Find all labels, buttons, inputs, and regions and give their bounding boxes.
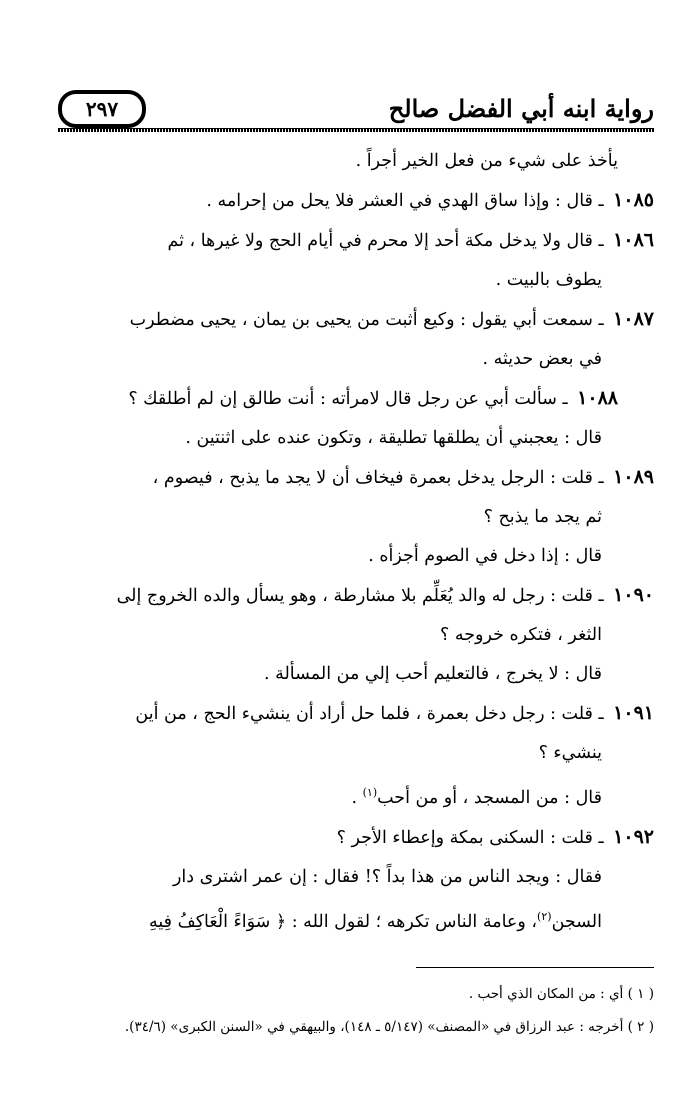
- separator: ـ: [592, 704, 610, 724]
- entry-1092: [46, 818, 654, 942]
- entry-continuation: [46, 142, 654, 181]
- footnote-1: ( ١ ) أي : من المكان الذي أحب .: [468, 986, 654, 1002]
- entry-1091: [46, 694, 654, 818]
- entry-text: قال : من المسجد ، أو من أحب: [377, 787, 602, 808]
- entry-number: ١٠٨٧: [613, 308, 654, 330]
- text-line: فقال : ويجد الناس من هذا بداً ؟! فقال : إن عمر اشترى دار: [172, 866, 602, 887]
- text-line: يطوف بالبيت .: [495, 270, 602, 290]
- entry-text: قلت : السكنى بمكة وإعطاء الأجر ؟: [336, 827, 593, 848]
- text-line: [46, 181, 654, 221]
- page-header: [58, 86, 654, 130]
- text-line: في بعض حديثه .: [482, 349, 602, 369]
- entry-text: قال : وإذا ساق الهدي في العشر فلا يحل من إحرامه .: [206, 191, 593, 211]
- entry-number: ١٠٨٩: [613, 466, 654, 488]
- entry-1089: [46, 458, 654, 576]
- separator: ـ: [592, 586, 610, 606]
- text-line: [46, 897, 654, 942]
- text-line: [46, 694, 654, 734]
- entry-1085: [46, 181, 654, 221]
- footnote-ref: (١): [362, 786, 378, 799]
- entry-number: ١٠٩٠: [613, 584, 654, 606]
- text-line: يأخذ على شيء من فعل الخير أجراً .: [355, 151, 618, 171]
- separator: ـ: [592, 827, 610, 848]
- text-line: ثم يجد ما يذبح ؟: [483, 507, 602, 527]
- entry-text: السجن: [551, 911, 602, 932]
- text-line: قال : يعجبني أن يطلقها تطليقة ، وتكون عنده على اثنتين .: [185, 428, 602, 448]
- header-rule: [58, 128, 654, 132]
- text-line: [46, 458, 654, 498]
- entry-text: سمعت أبي يقول : وكيع أثبت من يحيى بن يمان ، يحيى مضطرب: [129, 310, 593, 330]
- footnote-rule: [416, 967, 654, 968]
- text-line: [46, 300, 654, 340]
- footnote-2: ( ٢ ) أخرجه : عبد الرزاق في «المصنف» (٥/١٤٧ ـ ١٤٨)، والبيهقي في «السنن الكبرى» (٣٤/٦).: [124, 1019, 654, 1035]
- running-title: رواية ابنه أبي الفضل صالح: [388, 94, 654, 123]
- entry-text: .: [351, 787, 363, 808]
- entry-1086: [46, 221, 654, 300]
- entry-text: قلت : رجل له والد يُعَلِّم بلا مشارطة ، وهو يسأل والده الخروج إلى: [116, 586, 593, 606]
- entry-text: قال ولا يدخل مكة أحد إلا محرم في أيام الحج ولا غيرها ، ثم: [167, 231, 593, 251]
- text-line: ينشيء ؟: [538, 743, 602, 763]
- entry-1087: [46, 300, 654, 379]
- entry-number: ١٠٨٥: [613, 189, 654, 211]
- entry-text: سألت أبي عن رجل قال لامرأته : أنت طالق إن لم أطلقك ؟: [128, 389, 557, 409]
- separator: ـ: [556, 389, 574, 409]
- text-line: الثغر ، فتكره خروجه ؟: [439, 625, 602, 645]
- entry-1090: [46, 576, 654, 694]
- text-line: [46, 221, 654, 261]
- page-number-badge: ٢٩٧: [58, 90, 146, 128]
- main-text: [46, 142, 654, 942]
- text-line: قال : إذا دخل في الصوم أجزأه .: [368, 546, 602, 566]
- separator: ـ: [592, 310, 610, 330]
- separator: ـ: [592, 468, 610, 488]
- entry-number: ١٠٩٢: [613, 825, 654, 848]
- entry-number: ١٠٨٦: [613, 229, 654, 251]
- entry-1088: [46, 379, 654, 458]
- separator: ـ: [592, 191, 610, 211]
- entry-text: قلت : رجل دخل بعمرة ، فلما حل أراد أن ينشيء الحج ، من أين: [135, 704, 593, 724]
- entry-text: قلت : الرجل يدخل بعمرة فيخاف أن لا يجد ما يذبح ، فيصوم ،: [152, 468, 593, 488]
- text-line: [46, 576, 654, 616]
- text-line: [46, 773, 654, 818]
- footnote-ref: (٢): [537, 909, 552, 923]
- text-line: [46, 818, 654, 858]
- entry-number: ١٠٨٨: [577, 387, 618, 409]
- entry-number: ١٠٩١: [613, 702, 654, 724]
- separator: ـ: [592, 231, 610, 251]
- entry-text: ، وعامة الناس تكرهه ؛ لقول الله : ﴿ سَوَاءً الْعَاكِفُ فِيهِ: [148, 911, 538, 932]
- footnotes: [40, 978, 654, 1044]
- text-line: [46, 379, 654, 419]
- text-line: قال : لا يخرج ، فالتعليم أحب إلي من المسألة .: [263, 664, 602, 684]
